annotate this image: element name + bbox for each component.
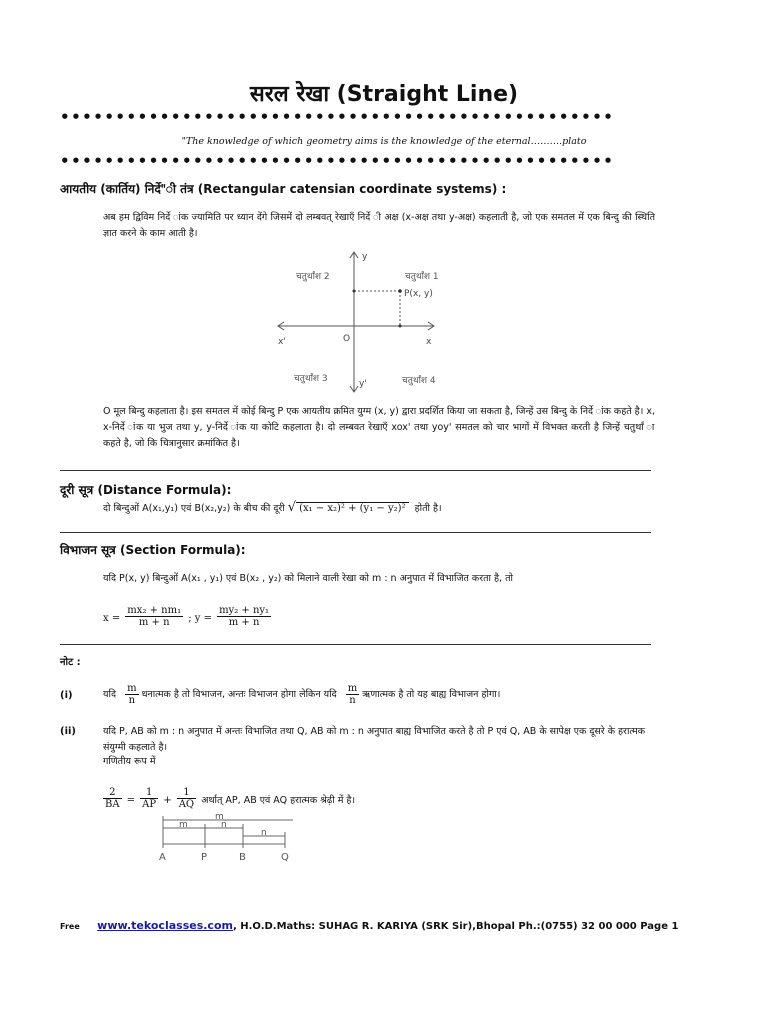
section-heading-section-formula: विभाजन सूत्र (Section Formula):	[60, 543, 246, 557]
page-footer	[60, 919, 678, 932]
section-formula-text: यदि P(x, y) बिन्दुओं A(x₁ , y₁) एवं B(x₂ , y₂) को मिलाने वाली रेखा को m : n अनुपात में विभाजित करता है, तो	[103, 573, 513, 584]
hm-b-num: 1	[177, 787, 196, 799]
segment-m-top-label: m	[215, 812, 224, 822]
segment-n-mid-label: n	[221, 820, 227, 830]
one-over-aq	[177, 787, 196, 810]
distance-text: दो बिन्दुओं A(x₁,y₁) एवं B(x₂,y₂) के बीच की दूरी	[103, 503, 285, 514]
two-over-ba	[103, 787, 122, 810]
x-fraction	[125, 605, 183, 628]
section-heading-coordinate-systems: आयतीय (कार्तिय) निर्दे"ी तंत्र (Rectangular catensian coordinate systems) :	[60, 182, 507, 196]
distance-tail: होती है।	[414, 503, 442, 514]
distance-formula: (x₁ − x₂)² + (y₁ − y₂)²	[296, 502, 408, 514]
y-denominator: m + n	[228, 617, 260, 628]
point-p	[398, 289, 402, 293]
distance-formula-line	[103, 500, 442, 515]
hm-lhs-num: 2	[103, 787, 122, 799]
coordinate-axes-figure	[270, 246, 450, 396]
divider-1	[60, 470, 651, 471]
footer-website-link[interactable]: www.tekoclasses.com	[97, 919, 233, 932]
x-lhs: x =	[103, 613, 121, 624]
quadrant-2-label: चतुर्थांश 2	[296, 272, 330, 282]
segment-m-label: m	[179, 820, 188, 830]
x-denominator: m + n	[138, 617, 170, 628]
frac-numerator-2: m	[347, 683, 358, 694]
divider-2	[60, 532, 651, 533]
y-lhs: ; y =	[188, 613, 212, 624]
y-prime-label: y'	[359, 379, 367, 389]
footer-free: Free	[60, 922, 80, 931]
harmonic-relation	[103, 787, 355, 810]
quote: "The knowledge of which geometry aims is the knowledge of the eternal……….plato	[181, 136, 587, 147]
quadrant-1-label: चतुर्थांश 1	[405, 272, 439, 282]
hm-plus: +	[163, 795, 172, 806]
frac-denominator: n	[128, 695, 136, 706]
y-projection-point	[353, 290, 356, 293]
section-heading-distance: दूरी सूत्र (Distance Formula):	[60, 483, 232, 497]
hm-lhs-den: BA	[105, 799, 120, 810]
x-prime-label: x'	[278, 337, 286, 347]
note-heading: नोट :	[60, 657, 81, 668]
quadrant-4-label: चतुर्थांश 4	[402, 376, 436, 386]
divider-3	[60, 644, 651, 645]
frac-denominator-2: n	[349, 695, 356, 706]
segment-diagram	[155, 810, 305, 866]
hm-b-den: AQ	[178, 799, 195, 810]
note-i-pre: यदि	[103, 689, 117, 700]
x-axis-label: x	[426, 337, 432, 347]
m-over-n-fraction-2	[346, 683, 359, 706]
point-q-label: Q	[281, 852, 289, 863]
note-i-label: (i)	[60, 690, 73, 701]
hm-text: अर्थात् AP, AB एवं AQ हरात्मक श्रेढ़ी में है।	[201, 795, 356, 806]
y-numerator: my₂ + ny₁	[219, 605, 270, 616]
y-fraction	[217, 605, 271, 628]
x-projection-point	[399, 325, 402, 328]
note-i-post: ऋणात्मक है तो यह बाह्य विभाजन होगा।	[362, 689, 501, 700]
note-ii-math-label: गणितीय रूप में	[103, 756, 156, 767]
footer-text: , H.O.D.Maths: SUHAG R. KARIYA (SRK Sir),Bhopal Ph.:(0755) 32 00 000 Page 1	[232, 921, 679, 932]
note-ii-label: (ii)	[60, 726, 76, 737]
one-over-ap	[140, 787, 158, 810]
sqrt-symbol: √	[287, 500, 297, 515]
hm-equals: =	[126, 795, 136, 806]
y-axis-label: y	[362, 252, 368, 262]
page-title: सरल रेखा (Straight Line)	[249, 82, 519, 107]
dotted-divider-top: ••••••••••••••••••••••••••••••••••••••••••••••••••	[60, 108, 615, 126]
hm-a-den: AP	[142, 799, 157, 810]
x-numerator: mx₂ + nm₁	[127, 605, 182, 616]
note-i-mid: धनात्मक है तो विभाजन, अन्तः विभाजन होगा लेकिन यदि	[141, 689, 337, 700]
quadrant-3-label: चतुर्थांश 3	[294, 374, 328, 384]
frac-numerator: m	[127, 683, 137, 694]
note-ii-text: यदि P, AB को m : n अनुपात में अन्तः विभाजित तथा Q, AB को m : n अनुपात बाह्य विभाजित करते है तो P एवं Q, AB के सापेक्ष एक दूसरे के हरात्मक संयुग्मी कहलाते है।	[103, 726, 646, 753]
paragraph-intro: अब हम द्विविम निर्दे ांक ज्यामिति पर ध्यान देंगे जिसमें दो लम्बवत् रेखाएँ निर्दे ी अक्ष (x-अक्ष तथा y-अक्ष) कहलाती है, जो एक समतल में एक बिन्दु की स्थिति ज्ञात करने के काम आती है।	[103, 212, 655, 239]
note-i-text	[103, 683, 500, 706]
point-p-label: P	[201, 852, 208, 863]
point-label: P(x, y)	[404, 289, 433, 299]
point-a-label: A	[159, 852, 166, 863]
dotted-divider-bottom: ••••••••••••••••••••••••••••••••••••••••••••••••••	[60, 152, 615, 170]
segment-n-label: n	[261, 828, 267, 838]
origin-label: O	[343, 334, 351, 344]
hm-a-num: 1	[140, 787, 158, 799]
m-over-n-fraction	[125, 683, 138, 706]
section-formula-equation	[103, 605, 271, 628]
paragraph-origin: O मूल बिन्दु कहलाता है। इस समतल में कोई बिन्दु P एक आयतीय क्रमित युग्म (x, y) द्वारा प्रदर्शित किया जा सकता है, जिन्हें उस बिन्दु के निर्दे ांक कहते है। x, x-निर्दे ांक या भुज तथा y, y-निर्दे ांक या कोटि कहलाता है। दो लम्बवत रेखाएँ xox' तथा yoy' समतल को चार भागों में विभक्त करती है जिन्हें चतुर्थां ा कहते है, जो कि चित्रानुसार क्रमांकित है।	[103, 406, 655, 449]
point-b-label: B	[239, 852, 246, 863]
